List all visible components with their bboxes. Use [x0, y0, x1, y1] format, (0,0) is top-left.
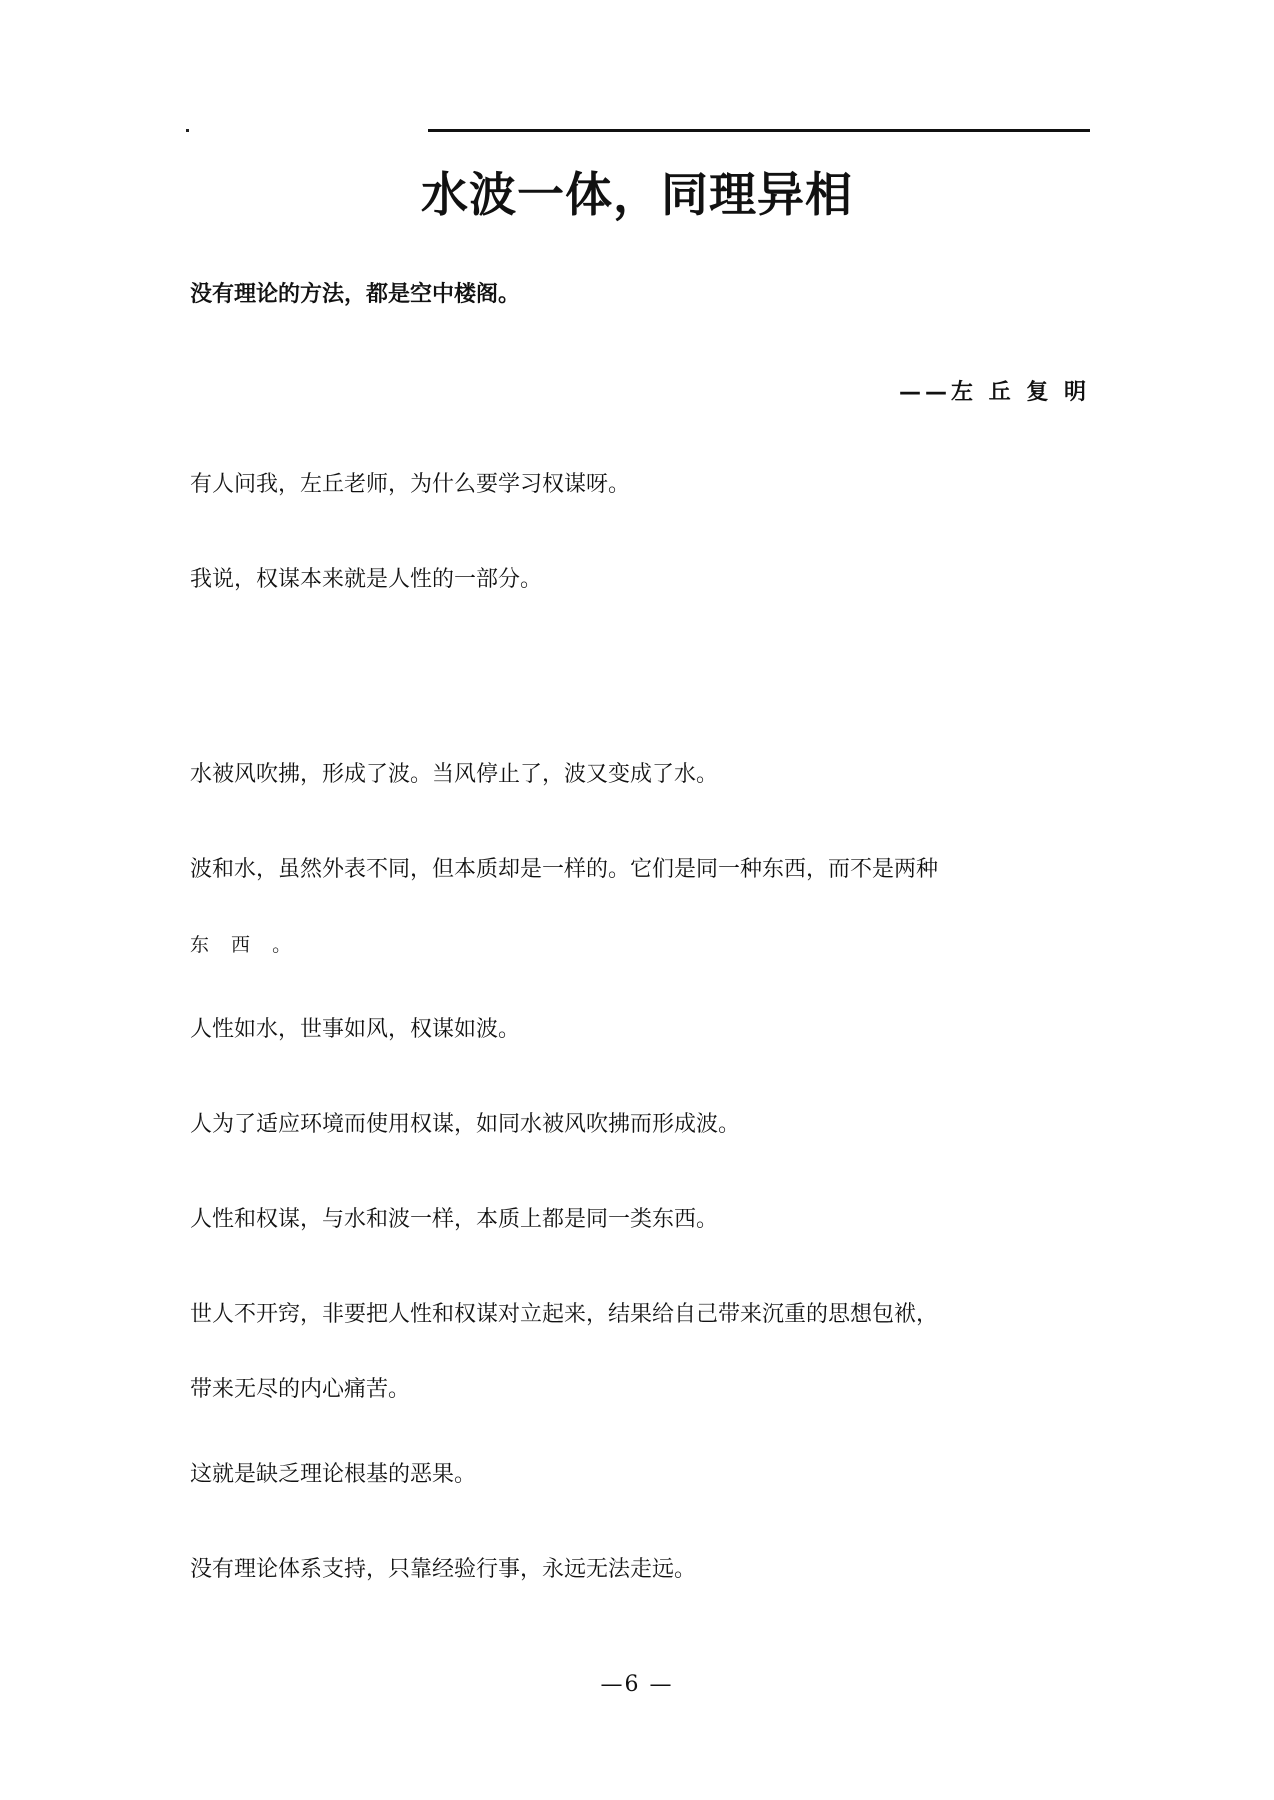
- paragraph: 人性和权谋，与水和波一样，本质上都是同一类东西。: [190, 1207, 719, 1232]
- paragraph-continuation: 东 西 。: [190, 934, 300, 956]
- paragraph: 有人问我，左丘老师，为什么要学习权谋呀。: [190, 472, 631, 497]
- paragraph: 没有理论体系支持，只靠经验行事，永远无法走远。: [190, 1557, 697, 1582]
- paragraph: 这就是缺乏理论根基的恶果。: [190, 1462, 477, 1487]
- epigraph-attribution: ——左 丘 复 明: [899, 380, 1090, 405]
- page-number: —6 —: [600, 1672, 674, 1697]
- paragraph: 人性如水，世事如风，权谋如波。: [190, 1017, 521, 1042]
- epigraph: 没有理论的方法，都是空中楼阁。: [190, 282, 521, 307]
- header-rule: [428, 129, 1090, 132]
- paragraph-continuation: 带来无尽的内心痛苦。: [190, 1377, 411, 1402]
- paragraph: 我说，权谋本来就是人性的一部分。: [190, 567, 543, 592]
- paragraph: 人为了适应环境而使用权谋，如同水被风吹拂而形成波。: [190, 1112, 741, 1137]
- corner-mark: [186, 129, 189, 132]
- paragraph: 世人不开窍，非要把人性和权谋对立起来，结果给自己带来沉重的思想包袱，: [190, 1302, 939, 1327]
- paragraph: 水被风吹拂，形成了波。当风停止了，波又变成了水。: [190, 762, 719, 787]
- page-title: 水波一体，同理异相: [421, 168, 853, 223]
- paragraph: 波和水，虽然外表不同，但本质却是一样的。它们是同一种东西，而不是两种: [190, 857, 939, 882]
